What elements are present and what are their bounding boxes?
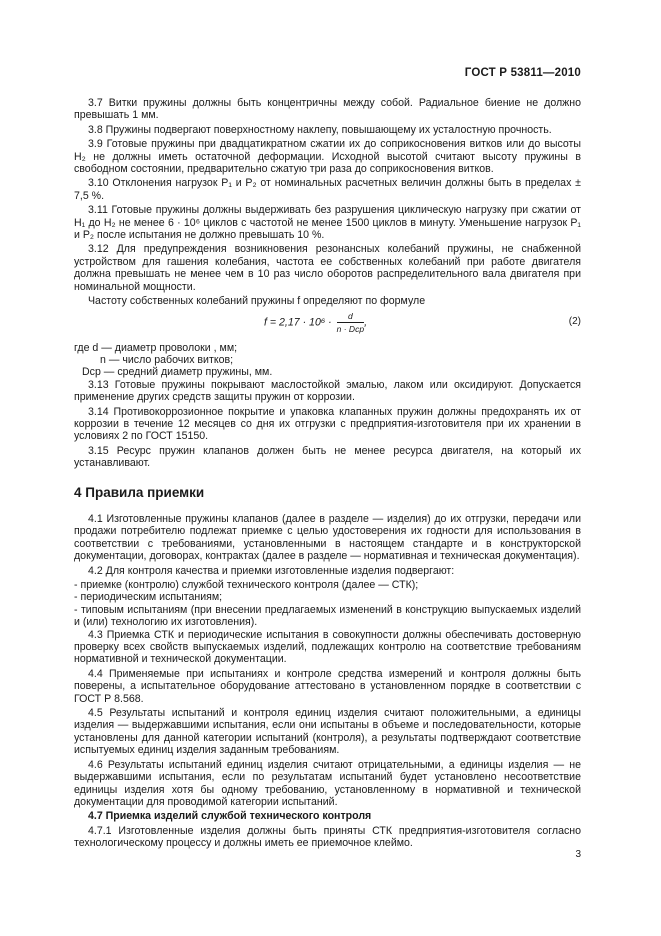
- paragraph-4-5: 4.5 Результаты испытаний и контроля единиц изделия считают положительными, а единицы изделия — выдержавшими испытания, если они испытаны в объеме и последовательности, которые установлены для данной категории испытаний (контроля), а результаты подтверждают соответствие испытуемых единиц изделия заданным требованиям.: [74, 707, 581, 757]
- standard-header: ГОСТ Р 53811—2010: [464, 67, 581, 79]
- paragraph-4-6: 4.6 Результаты испытаний единиц изделия считают отрицательными, а единицы изделия — не выдержавшими испытания, если по результатам испытаний будет установлено несоответствие единицы изделия хотя бы одному требованию, установленному в нормативной и технической документации для проводимой категории испытаний.: [74, 758, 581, 808]
- subsection-title: 4.7 Приемка изделий службой технического контроля: [88, 810, 372, 823]
- where-n: n — число рабочих витков;: [100, 353, 234, 366]
- formula-fraction: [337, 310, 364, 336]
- list-item: - периодическим испытаниям;: [74, 591, 223, 604]
- formula-intro: Частоту собственных колебаний пружины f определяют по формуле: [88, 295, 426, 308]
- paragraph-3-12: 3.12 Для предупреждения возникновения резонансных колебаний пружины, не снабженной устройством для гашения колебания, частота ее собственных колебаний при работе двигателя должна превышать не менее чем в 10 раз число оборотов распределительного вала двигателя при номинальной мощности.: [74, 243, 581, 293]
- formula-number: (2): [568, 315, 581, 327]
- list-item: - типовым испытаниям (при внесении предлагаемых изменений в конструкцию выпускаемых изделий и (или) технологию их изготовления).: [74, 603, 581, 629]
- paragraph-3-8: 3.8 Пружины подвергают поверхностному наклепу, повышающему их усталостную прочность.: [88, 123, 552, 136]
- document-body: [74, 97, 581, 852]
- paragraph-3-10: 3.10 Отклонения нагрузок P₁ и P₂ от номинальных расчетных величин должны быть в пределах ± 7,5 %.: [74, 177, 581, 202]
- paragraph-4-4: 4.4 Применяемые при испытаниях и контроле средства измерений и контроля должны быть поверены, а испытательное оборудование аттестовано в установленном порядке в соответствии с ГОСТ Р 8.568.: [74, 667, 581, 705]
- paragraph-3-7: 3.7 Витки пружины должны быть концентричны между собой. Радиальное биение не должно превышать 1 мм.: [74, 97, 581, 122]
- formula-lhs: f = 2,17 · 10⁶ ·: [264, 316, 332, 329]
- where-block: [74, 342, 581, 379]
- paragraph-4-2: 4.2 Для контроля качества и приемки изготовленные изделия подвергают:: [88, 564, 455, 577]
- where-d: где d — диаметр проволоки , мм;: [74, 341, 238, 354]
- formula-tail: ,: [364, 316, 368, 329]
- paragraph-3-13: 3.13 Готовые пружины покрывают маслостойкой эмалью, лаком или оксидируют. Допускается применение других средств защиты пружин от коррозии.: [74, 378, 581, 404]
- paragraph-3-9: 3.9 Готовые пружины при двадцатикратном сжатии их до соприкосновения витков или до высоты H₂ не должны иметь остаточной деформации. Исходной высотой считают высоту пружины в свободном состоянии, предварительно сжатую три раза до соприкосновения витков.: [74, 138, 581, 176]
- formula-denominator: n · Dср: [336, 323, 365, 334]
- paragraph-4-1: 4.1 Изготовленные пружины клапанов (далее в разделе — изделия) до их отгрузки, передачи или продажи потребителю подлежат приемке с целью удостоверения их годности для использования в соответствии с требованиями, установленными в настоящем стандарте и в конструкторской документации, договорах, контрактах (далее в разделе — нормативная и техническая документация).: [74, 512, 581, 563]
- paragraph-3-15: 3.15 Ресурс пружин клапанов должен быть не менее ресурса двигателя, на который их устанавливают.: [74, 444, 581, 470]
- paragraph-4-3: 4.3 Приемка СТК и периодические испытания в совокупности должны обеспечивать достоверную проверку всех свойств выпускаемых изделий, подлежащих контролю на соответствие требованиям нормативной и технической документации.: [74, 628, 581, 666]
- where-dcp: Dср — средний диаметр пружины, мм.: [82, 366, 273, 379]
- list-item: - приемке (контролю) службой технического контроля (далее — СТК);: [74, 579, 419, 591]
- formula-expression: [264, 310, 367, 336]
- page-number: 3: [575, 849, 581, 860]
- paragraph-4-7-1: 4.7.1 Изготовленные изделия должны быть приняты СТК предприятия-изготовителя согласно технологическому процессу и должны иметь ее приемочное клеймо.: [74, 824, 581, 850]
- formula-2: [74, 310, 581, 336]
- paragraph-3-11: 3.11 Готовые пружины должны выдерживать без разрушения циклическую нагрузку при сжатии от H₁ до H₂ не менее 6 · 10⁶ циклов с частотой не менее 1500 циклов в минуту. Уменьшение нагрузок P₁ и P₂ после испытания не должно превышать 10 %.: [74, 204, 581, 242]
- section-title: 4 Правила приемки: [74, 484, 205, 500]
- formula-numerator: d: [337, 310, 364, 323]
- paragraph-3-14: 3.14 Противокоррозионное покрытие и упаковка клапанных пружин должны предохранять их от коррозии в течение 12 месяцев со дня их отгрузки с предприятия-изготовителя при их хранении в условиях 2 по ГОСТ 15150.: [74, 405, 581, 443]
